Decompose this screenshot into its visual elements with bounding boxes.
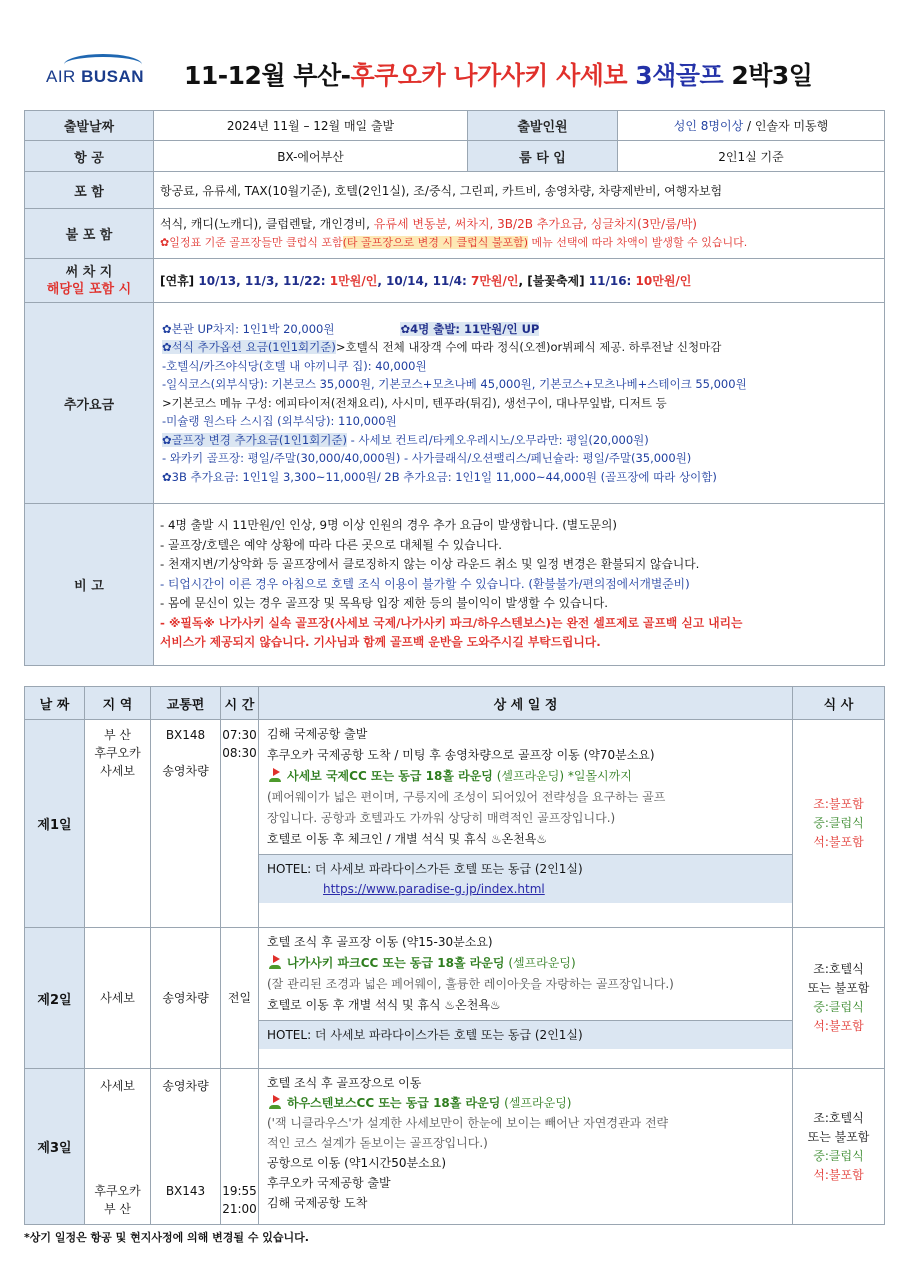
- col-time: 시 간: [221, 687, 259, 720]
- day1-hotel-box: [259, 854, 792, 903]
- include-value: 항공료, 유류세, TAX(10월기준), 호텔(2인1실), 조/중식, 그린피, 카트비, 송영차량, 차량제반비, 여행자보험: [154, 172, 885, 209]
- day2-hotel-box: [259, 1020, 792, 1049]
- golf-flag-icon: [267, 1095, 283, 1109]
- remarks-value: [154, 504, 885, 666]
- day1-meal-dinner: 석:불포함: [813, 835, 864, 849]
- day1-region: [85, 720, 151, 928]
- day1-meal-lunch: 중:클럽식: [813, 816, 864, 830]
- surcharge-h: 10만원/인: [635, 274, 692, 288]
- day1-meal-breakfast: 조:불포함: [813, 797, 864, 811]
- extra-value: [154, 303, 885, 504]
- day1-detail-5: 호텔로 이동 후 체크인 / 개별 석식 및 휴식 ♨온천욕♨: [267, 832, 548, 846]
- extra-line-1b: ✿4명 출발: 11만원/인 UP: [400, 321, 540, 336]
- page-title: [184, 56, 812, 92]
- depart-date-value: 2024년 11월 – 12월 매일 출발: [154, 111, 468, 141]
- day1-detail-1: 김해 국제공항 출발: [267, 727, 368, 741]
- day1-time: [221, 720, 259, 928]
- schedule-table: [24, 686, 885, 1225]
- include-label: 포 함: [25, 172, 154, 209]
- logo-text-busan: BUSAN: [81, 67, 145, 86]
- day1-region-1: 부 산: [104, 728, 131, 742]
- day3-region: [85, 1069, 151, 1225]
- day1-detail: [259, 720, 793, 928]
- day3-region-bottom-2: 부 산: [104, 1202, 131, 1216]
- extra-line-3: -호텔식/카즈야식당(호텔 내 야끼니쿠 집): 40,000원: [162, 358, 427, 373]
- remark-7: 서비스가 제공되지 않습니다. 기사님과 함께 골프백 운반을 도와주시길 부탁드립니다.: [160, 635, 601, 650]
- exclude-value: [154, 209, 885, 259]
- day2-golf: 나가사키 파크CC 또는 동급 18홀 라운딩: [287, 956, 505, 970]
- day1-transport-2: 송영차량: [162, 764, 209, 778]
- schedule-row-day1: [25, 720, 885, 928]
- col-meal: 식 사: [793, 687, 885, 720]
- surcharge-label-1: 써 차 지: [65, 264, 113, 280]
- day1-golf: 사세보 국제CC 또는 동급 18홀 라운딩: [287, 769, 493, 783]
- day1-transport: [151, 720, 221, 928]
- exclude-line1-b: 유류세 변동분, 써차지, 3B/2B 추가요금, 싱글차지(3만/룸/박): [373, 217, 697, 231]
- footer-note: *상기 일정은 항공 및 현지사정에 의해 변경될 수 있습니다.: [24, 1231, 309, 1244]
- col-day: 날 짜: [25, 687, 85, 720]
- day3-label: 제3일: [25, 1069, 85, 1225]
- col-region: 지 역: [85, 687, 151, 720]
- day3-region-top: 사세보: [100, 1079, 135, 1093]
- day3-detail-5: 후쿠오카 국제공항 출발: [267, 1176, 391, 1190]
- day1-region-2: 후쿠오카: [94, 746, 141, 760]
- day2-region: 사세보: [85, 928, 151, 1069]
- col-detail: 상 세 일 정: [259, 687, 793, 720]
- title-part-nights: 2박3일: [723, 61, 813, 90]
- info-table: [24, 110, 885, 666]
- day2-desc-1: (잘 관리된 조경과 넓은 페어웨이, 훌륭한 레이아웃을 자랑하는 골프장입니다.): [267, 977, 674, 991]
- day1-time-2: 08:30: [222, 746, 257, 760]
- exclude-line2-c: 메뉴 선택에 따라 차액이 발생할 수 있습니다.: [528, 235, 748, 249]
- logo-text-air: AIR: [46, 67, 76, 86]
- title-part-cities: 후쿠오카 나가사키 사세보: [350, 61, 628, 90]
- extra-line-7a: ✿골프장 변경 추가요금(1인1회기준): [162, 432, 347, 447]
- day2-meal: [793, 928, 885, 1069]
- surcharge-label: [25, 259, 154, 303]
- exclude-line2-a: ✿일정표 기준 골프장들만 클럽식 포함: [160, 235, 343, 249]
- day1-time-1: 07:30: [222, 728, 257, 742]
- extra-line-1a: ✿본관 UP차지: 1인1박 20,000원: [162, 321, 335, 336]
- people-guide: / 인솔자 미동행: [743, 119, 829, 133]
- remark-2: - 골프장/호텔은 예약 상황에 따라 다른 곳으로 대체될 수 있습니다.: [160, 537, 503, 552]
- remarks-label: 비 고: [25, 504, 154, 666]
- people-min: 성인 8명이상: [673, 119, 744, 133]
- day2-hotel: HOTEL: 더 사세보 파라다이스가든 호텔 또는 동급 (2인1실): [267, 1028, 583, 1042]
- golf-flag-icon: [267, 955, 283, 969]
- air-busan-logo: [46, 54, 146, 94]
- day3-time: [221, 1069, 259, 1225]
- day3-time-2: 21:00: [222, 1202, 257, 1216]
- title-part-route: 11-12월 부산-: [184, 61, 351, 90]
- remark-3: - 천재지변/기상악화 등 골프장에서 클로징하지 않는 이상 라운드 취소 및 일정 변경은 환불되지 않습니다.: [160, 557, 700, 572]
- airline-value: BX-에어부산: [154, 141, 468, 172]
- schedule-row-day3: [25, 1069, 885, 1225]
- remark-4: - 티업시간이 이른 경우 아침으로 호텔 조식 이용이 불가할 수 있습니다. (환불불가/편의점에서개별준비): [160, 576, 690, 591]
- day3-detail-6: 김해 국제공항 도착: [267, 1196, 368, 1210]
- col-transport: 교통편: [151, 687, 221, 720]
- day2-golf-note: (셀프라운딩): [504, 956, 576, 970]
- extra-line-2a: ✿석식 추가옵션 요금(1인1회기준): [162, 340, 336, 355]
- day2-detail-4: 호텔로 이동 후 개별 석식 및 휴식 ♨온천욕♨: [267, 998, 501, 1012]
- header: [24, 40, 884, 110]
- day3-meal-dinner: 석:불포함: [813, 1167, 864, 1182]
- remark-6: - ※필독※ 나가사키 실속 골프장(사세보 국제/나가사키 파크/하우스텐보스)는 완전 셀프제로 골프백 싣고 내리는: [160, 615, 743, 630]
- day1-detail-2: 후쿠오카 국제공항 도착 / 미팅 후 송영차량으로 골프장 이동 (약70분소요): [267, 748, 655, 762]
- schedule-row-day2: [25, 928, 885, 1069]
- exclude-line1-a: 석식, 캐디(노캐디), 클럽렌탈, 개인경비,: [160, 217, 374, 231]
- day2-meal-lunch: 중:클럽식: [813, 1000, 864, 1014]
- extra-line-6: -미슐랭 원스타 스시집 (외부식당): 110,000원: [162, 414, 397, 429]
- golf-flag-icon: [267, 768, 283, 782]
- day1-desc-2: 장입니다. 공항과 호텔과도 가까워 상당히 매력적인 골프장입니다.): [267, 811, 616, 825]
- surcharge-a: [연휴]: [160, 274, 199, 288]
- day3-meal-breakfast-alt: 또는 불포함: [807, 1129, 870, 1144]
- day3-detail-4: 공항으로 이동 (약1시간50분소요): [267, 1156, 447, 1170]
- title-part-golf: 3색골프: [627, 61, 724, 90]
- day2-detail: [259, 928, 793, 1069]
- day2-detail-1: 호텔 조식 후 골프장 이동 (약15-30분소요): [267, 935, 493, 949]
- surcharge-e: 7만원/인: [470, 274, 519, 288]
- day3-meal-breakfast: 조:호텔식: [813, 1110, 864, 1125]
- day3-time-1: 19:55: [222, 1184, 257, 1198]
- day1-golf-note: (셀프라운딩) *일몰시까지: [492, 769, 632, 783]
- day2-transport: 송영차량: [151, 928, 221, 1069]
- exclude-label: 불 포 함: [25, 209, 154, 259]
- remark-1: - 4명 출발 시 11만원/인 인상, 9명 이상 인원의 경우 추가 요금이 발생합니다. (별도문의): [160, 518, 617, 533]
- extra-line-2b: >호텔식 전체 내장객 수에 따라 정식(오젠)or뷔페식 제공. 하루전날 신청마감: [335, 340, 722, 355]
- surcharge-c: 1만원/인: [329, 274, 378, 288]
- day2-meal-breakfast: 조:호텔식: [813, 962, 864, 976]
- surcharge-value: [154, 259, 885, 303]
- surcharge-g: 11/16:: [588, 274, 636, 288]
- room-value: 2인1실 기준: [618, 141, 885, 172]
- extra-line-8: - 와카키 골프장: 평일/주말(30,000/40,000원) - 사가클래식/오션팰리스/페닌슐라: 평일/주말(35,000원): [162, 451, 692, 466]
- day1-transport-1: BX148: [165, 728, 206, 742]
- airline-label: 항 공: [25, 141, 154, 172]
- extra-line-5: >기본코스 메뉴 구성: 에피타이저(전채요리), 사시미, 텐푸라(튀김), 생선구이, 대나무잎밥, 디저트 등: [162, 395, 667, 410]
- exclude-line2-b: (타 골프장으로 변경 시 클럽식 불포함): [342, 235, 529, 249]
- day1-label: 제1일: [25, 720, 85, 928]
- day3-detail-1: 호텔 조식 후 골프장으로 이동: [267, 1076, 422, 1090]
- day3-golf: 하우스텐보스CC 또는 동급 18홀 라운딩: [287, 1096, 501, 1110]
- day1-desc-1: (페어웨이가 넓은 편이며, 구릉지에 조성이 되어있어 전략성을 요구하는 골프: [267, 790, 666, 804]
- day3-meal-lunch: 중:클럽식: [813, 1148, 864, 1163]
- extra-line-7b: - 사세보 컨트리/타케오우레시노/오무라만: 평일(20,000원): [346, 432, 649, 447]
- extra-line-4: -일식코스(외부식당): 기본코스 35,000원, 기본코스+모츠나베 45,000원, 기본코스+모츠나베+스테이크 55,000원: [162, 377, 747, 392]
- day1-hotel: HOTEL: 더 사세보 파라다이스가든 호텔 또는 동급 (2인1실): [267, 862, 583, 876]
- room-label: 룸 타 입: [468, 141, 618, 172]
- day3-transport-top: 송영차량: [162, 1079, 209, 1093]
- extra-line-9: ✿3B 추가요금: 1인1일 3,300~11,000원/ 2B 추가요금: 1인1일 11,000~44,000원 (골프장에 따라 상이함): [162, 469, 717, 484]
- extra-label: 추가요금: [25, 303, 154, 504]
- surcharge-f: , [불꽃축제]: [518, 274, 589, 288]
- people-value: [618, 111, 885, 141]
- day2-meal-breakfast-alt: 또는 불포함: [807, 981, 870, 995]
- day3-desc-2: 적인 코스 설계가 돋보이는 골프장입니다.): [267, 1136, 488, 1150]
- surcharge-d: , 10/14, 11/4:: [377, 274, 471, 288]
- day2-label: 제2일: [25, 928, 85, 1069]
- day3-transport: [151, 1069, 221, 1225]
- depart-date-label: 출발날짜: [25, 111, 154, 141]
- day2-meal-dinner: 석:불포함: [813, 1019, 864, 1033]
- day3-meal: [793, 1069, 885, 1225]
- surcharge-label-2: 해당일 포함 시: [46, 281, 132, 297]
- day1-region-3: 사세보: [100, 764, 135, 778]
- day2-time: 전일: [221, 928, 259, 1069]
- day3-desc-1: ('잭 니클라우스'가 설계한 사세보만이 한눈에 보이는 빼어난 자연경관과 전략: [267, 1116, 669, 1130]
- day3-transport-bottom: BX143: [165, 1184, 206, 1198]
- day3-golf-note: (셀프라운딩): [500, 1096, 572, 1110]
- day3-region-bottom-1: 후쿠오카: [94, 1184, 141, 1198]
- people-label: 출발인원: [468, 111, 618, 141]
- hotel-website-link[interactable]: https://www.paradise-g.jp/index.html: [323, 882, 545, 896]
- day3-detail: [259, 1069, 793, 1225]
- day1-meal: [793, 720, 885, 928]
- remark-5: - 몸에 문신이 있는 경우 골프장 및 목욕탕 입장 제한 등의 불이익이 발생할 수 있습니다.: [160, 596, 608, 611]
- surcharge-b: 10/13, 11/3, 11/22:: [198, 274, 330, 288]
